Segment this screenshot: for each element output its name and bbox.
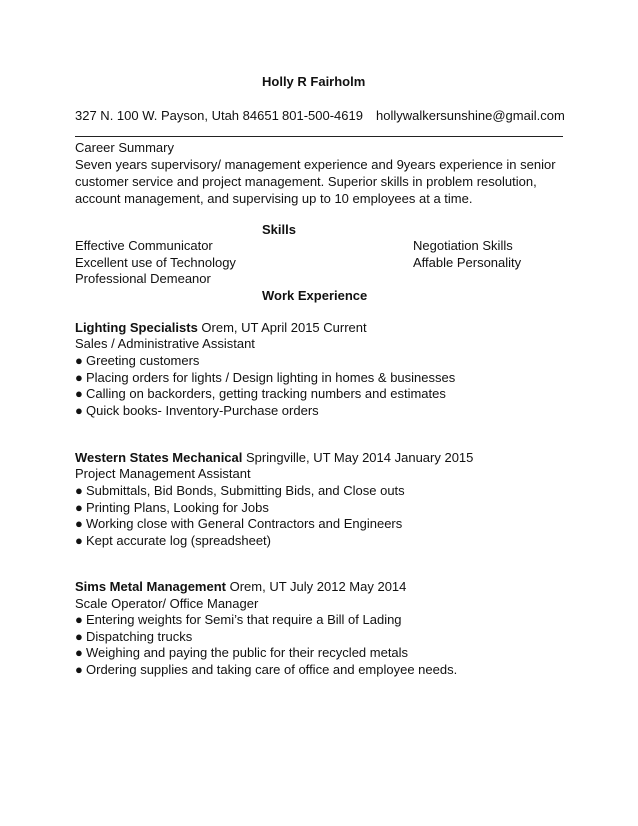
bullet-icon: ●: [75, 483, 83, 498]
bullet-icon: ●: [75, 533, 83, 548]
bullet-text: Weighing and paying the public for their recycled metals: [86, 645, 409, 660]
bullet-icon: ●: [75, 645, 83, 660]
skill-item: Effective Communicator: [75, 238, 213, 253]
bullet-text: Entering weights for Semi’s that require a Bill of Lading: [86, 612, 402, 627]
list-item: [75, 353, 199, 369]
bullet-icon: ●: [75, 403, 83, 418]
bullet-icon: ●: [75, 353, 83, 368]
bullet-text: Printing Plans, Looking for Jobs: [86, 500, 269, 515]
list-item: [75, 370, 455, 386]
list-item: [75, 516, 402, 532]
bullet-text: Working close with General Contractors and Engineers: [86, 516, 403, 531]
bullet-icon: ●: [75, 386, 83, 401]
job-title: Project Management Assistant: [75, 466, 251, 481]
bullet-text: Greeting customers: [86, 353, 200, 368]
list-item: [75, 645, 408, 661]
contact-email: hollywalkersunshine@gmail.com: [376, 108, 565, 123]
bullet-text: Placing orders for lights / Design lighting in homes & businesses: [86, 370, 456, 385]
company-name: Western States Mechanical: [75, 450, 243, 465]
company-name: Sims Metal Management: [75, 579, 226, 594]
job-title: Scale Operator/ Office Manager: [75, 596, 259, 611]
career-summary-heading: Career Summary: [75, 140, 174, 155]
bullet-icon: ●: [75, 500, 83, 515]
bullet-icon: ●: [75, 629, 83, 644]
skill-item: Affable Personality: [413, 255, 522, 270]
bullet-icon: ●: [75, 516, 83, 531]
skill-item: Professional Demeanor: [75, 271, 211, 286]
list-item: [75, 403, 319, 419]
skill-item: Excellent use of Technology: [75, 255, 236, 270]
job-details: Orem, UT July 2012 May 2014: [226, 579, 407, 594]
list-item: [75, 386, 446, 402]
bullet-text: Submittals, Bid Bonds, Submitting Bids, and Close outs: [86, 483, 405, 498]
job-title: Sales / Administrative Assistant: [75, 336, 255, 351]
bullet-text: Dispatching trucks: [86, 629, 193, 644]
list-item: [75, 533, 271, 549]
bullet-text: Calling on backorders, getting tracking numbers and estimates: [86, 386, 446, 401]
career-summary-line: Seven years supervisory/ management experience and 9years experience in senior: [75, 157, 556, 172]
job-header: [75, 320, 367, 336]
career-summary-line: customer service and project management. Superior skills in problem resolution,: [75, 174, 537, 189]
bullet-text: Ordering supplies and taking care of office and employee needs.: [86, 662, 458, 677]
job-details: Orem, UT April 2015 Current: [197, 320, 367, 335]
company-name: Lighting Specialists: [75, 320, 198, 335]
bullet-icon: ●: [75, 662, 83, 677]
header-divider: [75, 136, 563, 137]
skills-heading: Skills: [262, 222, 296, 237]
contact-phone: 801-500-4619: [282, 108, 363, 123]
list-item: [75, 483, 405, 499]
list-item: [75, 612, 402, 628]
job-header: [75, 579, 406, 595]
list-item: [75, 629, 192, 645]
work-experience-heading: Work Experience: [262, 288, 368, 303]
skill-item: Negotiation Skills: [413, 238, 513, 253]
career-summary-line: account management, and supervising up to 10 employees at a time.: [75, 191, 473, 206]
bullet-text: Quick books- Inventory-Purchase orders: [86, 403, 319, 418]
list-item: [75, 662, 457, 678]
bullet-text: Kept accurate log (spreadsheet): [86, 533, 271, 548]
list-item: [75, 500, 269, 516]
job-header: [75, 450, 473, 466]
bullet-icon: ●: [75, 612, 83, 627]
contact-address: 327 N. 100 W. Payson, Utah 84651: [75, 108, 279, 123]
applicant-name: Holly R Fairholm: [262, 74, 366, 89]
job-details: Springville, UT May 2014 January 2015: [242, 450, 474, 465]
bullet-icon: ●: [75, 370, 83, 385]
